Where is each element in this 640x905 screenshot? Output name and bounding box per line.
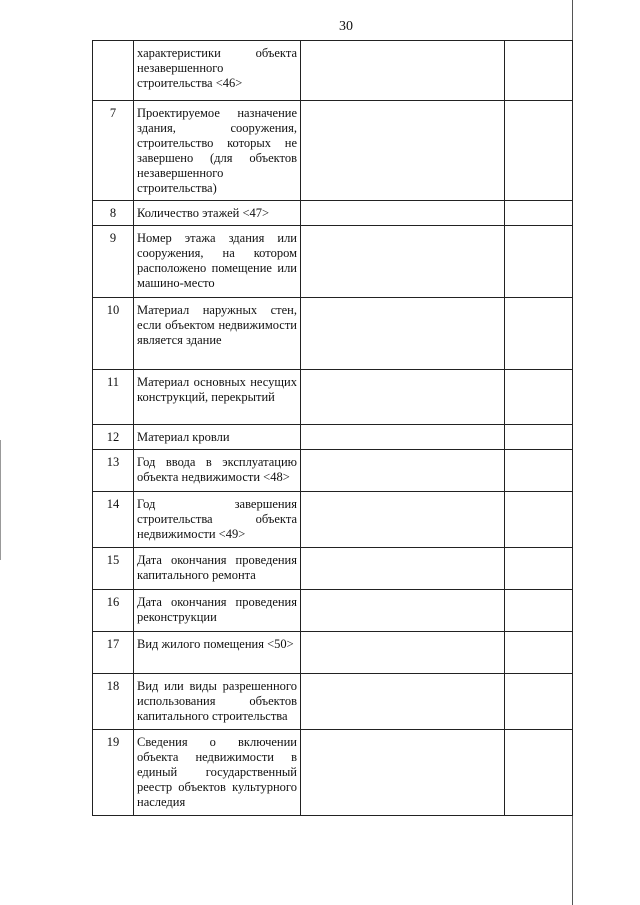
row-value-cell[interactable]	[301, 226, 505, 298]
table-row	[93, 450, 573, 492]
row-number: 18	[93, 674, 134, 730]
row-value-cell[interactable]	[301, 450, 505, 492]
table-row	[93, 674, 573, 730]
row-number	[93, 41, 134, 101]
page-number: 30	[339, 19, 353, 34]
row-value-cell[interactable]	[301, 730, 505, 816]
row-extra-cell[interactable]	[505, 226, 573, 298]
table-row	[93, 730, 573, 816]
table-body	[93, 41, 573, 816]
row-label: Материал основных несущих конструкций, перекрытий	[134, 370, 301, 425]
table-row	[93, 101, 573, 201]
row-extra-cell[interactable]	[505, 370, 573, 425]
table-row	[93, 201, 573, 226]
row-extra-cell[interactable]	[505, 492, 573, 548]
row-label: Вид жилого помещения <50>	[134, 632, 301, 674]
row-value-cell[interactable]	[301, 298, 505, 370]
row-value-cell[interactable]	[301, 101, 505, 201]
row-value-cell[interactable]	[301, 425, 505, 450]
table-row	[93, 41, 573, 101]
row-label: Дата окончания проведения капитального ремонта	[134, 548, 301, 590]
row-label: характеристики объекта незавершенного строительства <46>	[134, 41, 301, 101]
row-label: Количество этажей <47>	[134, 201, 301, 226]
row-number: 15	[93, 548, 134, 590]
row-number: 8	[93, 201, 134, 226]
row-label: Год ввода в эксплуатацию объекта недвижимости <48>	[134, 450, 301, 492]
row-value-cell[interactable]	[301, 632, 505, 674]
row-extra-cell[interactable]	[505, 425, 573, 450]
table-row	[93, 548, 573, 590]
row-label: Сведения о включении объекта недвижимости в единый государственный реестр объектов культурного наследия	[134, 730, 301, 816]
row-label: Дата окончания проведения реконструкции	[134, 590, 301, 632]
row-number: 9	[93, 226, 134, 298]
table-row	[93, 298, 573, 370]
row-extra-cell[interactable]	[505, 450, 573, 492]
table-row	[93, 226, 573, 298]
row-extra-cell[interactable]	[505, 201, 573, 226]
row-value-cell[interactable]	[301, 201, 505, 226]
row-extra-cell[interactable]	[505, 298, 573, 370]
row-number: 7	[93, 101, 134, 201]
row-value-cell[interactable]	[301, 41, 505, 101]
table-row	[93, 370, 573, 425]
row-label: Номер этажа здания или сооружения, на котором расположено помещение или машино-место	[134, 226, 301, 298]
row-number: 10	[93, 298, 134, 370]
row-extra-cell[interactable]	[505, 590, 573, 632]
row-value-cell[interactable]	[301, 590, 505, 632]
row-label: Вид или виды разрешенного использования объектов капитального строительства	[134, 674, 301, 730]
row-extra-cell[interactable]	[505, 101, 573, 201]
property-characteristics-table	[92, 40, 573, 816]
row-extra-cell[interactable]	[505, 674, 573, 730]
row-number: 12	[93, 425, 134, 450]
table-row	[93, 425, 573, 450]
row-label: Проектируемое назначение здания, сооружения, строительство которых не завершено (для объектов незавершенного строительства)	[134, 101, 301, 201]
table-row	[93, 632, 573, 674]
table-row	[93, 590, 573, 632]
row-number: 14	[93, 492, 134, 548]
row-number: 17	[93, 632, 134, 674]
row-number: 13	[93, 450, 134, 492]
row-value-cell[interactable]	[301, 492, 505, 548]
row-number: 11	[93, 370, 134, 425]
row-label: Год завершения строительства объекта недвижимости <49>	[134, 492, 301, 548]
row-extra-cell[interactable]	[505, 730, 573, 816]
row-extra-cell[interactable]	[505, 632, 573, 674]
row-value-cell[interactable]	[301, 674, 505, 730]
row-value-cell[interactable]	[301, 548, 505, 590]
row-label: Материал наружных стен, если объектом недвижимости является здание	[134, 298, 301, 370]
scan-edge-mark	[0, 440, 1, 560]
row-number: 16	[93, 590, 134, 632]
row-extra-cell[interactable]	[505, 41, 573, 101]
row-number: 19	[93, 730, 134, 816]
row-extra-cell[interactable]	[505, 548, 573, 590]
row-value-cell[interactable]	[301, 370, 505, 425]
row-label: Материал кровли	[134, 425, 301, 450]
table-row	[93, 492, 573, 548]
